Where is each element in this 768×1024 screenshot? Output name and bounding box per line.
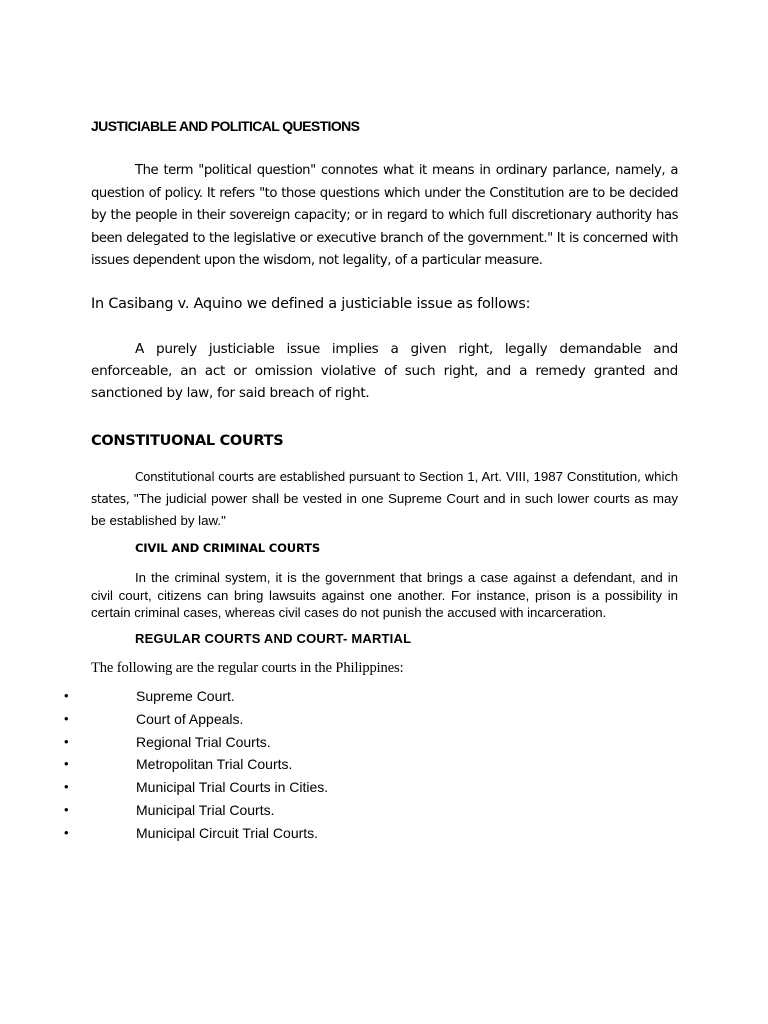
bullet-icon: •	[64, 756, 69, 772]
list-item-text: Municipal Circuit Trial Courts.	[136, 824, 319, 841]
list-item	[0, 688, 768, 711]
heading-civil-criminal: CIVIL AND CRIMINAL COURTS	[135, 541, 321, 555]
list-item	[0, 711, 768, 734]
paragraph-regular-courts-intro: The following are the regular courts in the Philippines:	[91, 660, 404, 676]
list-item	[0, 825, 768, 848]
list-item-text: Metropolitan Trial Courts.	[136, 756, 293, 773]
list-item-text: Municipal Trial Courts.	[136, 801, 275, 818]
list-item	[0, 756, 768, 779]
paragraph-casibang: In Casibang v. Aquino we defined a justiciable issue as follows:	[91, 296, 531, 312]
list-item-text: Regional Trial Courts.	[136, 733, 271, 750]
constitution-reference: Section 1, Art. VIII, 1987 Constitution	[415, 469, 638, 484]
constitutional-lead-text: Constitutional courts are established pursuant to	[135, 470, 416, 484]
paragraph-constitutional-courts	[91, 466, 678, 531]
list-item-text: Court of Appeals.	[136, 710, 244, 727]
heading-justiciable: JUSTICIABLE AND POLITICAL QUESTIONS	[91, 118, 360, 134]
bullet-icon: •	[64, 688, 69, 703]
which-states-text: which states,	[91, 470, 678, 506]
bullet-icon: •	[64, 710, 69, 726]
list-item-text: Supreme Court.	[136, 688, 235, 704]
reference-comma: ,	[637, 470, 641, 484]
paragraph-justiciable-issue: A purely justiciable issue implies a given right, legally demandable and enforceable, an act or omission violative of such right, and a remedy granted and sanctioned by law, for said breach of right.	[91, 341, 678, 401]
list-item	[0, 734, 768, 757]
bullet-icon: •	[64, 801, 69, 817]
paragraph-political-question: The term "political question" connotes what it means in ordinary parlance, namely, a question of policy. It refers "to those questions which under the Constitution are to be decided by the people in their sovereign capacity; or in regard to which full discretionary authority has been delegated to the legislative or executive branch of the government." It is concerned with issues dependent upon the wisdom, not legality, of a particular measure.	[91, 163, 678, 268]
list-item	[0, 779, 768, 802]
judicial-power-quote: "The judicial power shall be vested in one Supreme Court and in such lower courts as may be established by law."	[91, 491, 678, 528]
paragraph-civil-criminal: In the criminal system, it is the government that brings a case against a defendant, and in civil court, citizens can bring lawsuits against one another. For instance, prison is a possibility in certain criminal cases, whereas civil cases do not punish the accused with incarceration.	[91, 570, 678, 621]
bullet-icon: •	[64, 733, 69, 749]
regular-courts-list	[0, 688, 768, 848]
list-item-text: Municipal Trial Courts in Cities.	[136, 779, 329, 796]
heading-constitutional-courts: CONSTITUONAL COURTS	[91, 433, 284, 449]
bullet-icon: •	[64, 824, 69, 840]
heading-regular-courts: REGULAR COURTS AND COURT- MARTIAL	[135, 631, 412, 646]
list-item	[0, 802, 768, 825]
bullet-icon: •	[64, 779, 69, 795]
